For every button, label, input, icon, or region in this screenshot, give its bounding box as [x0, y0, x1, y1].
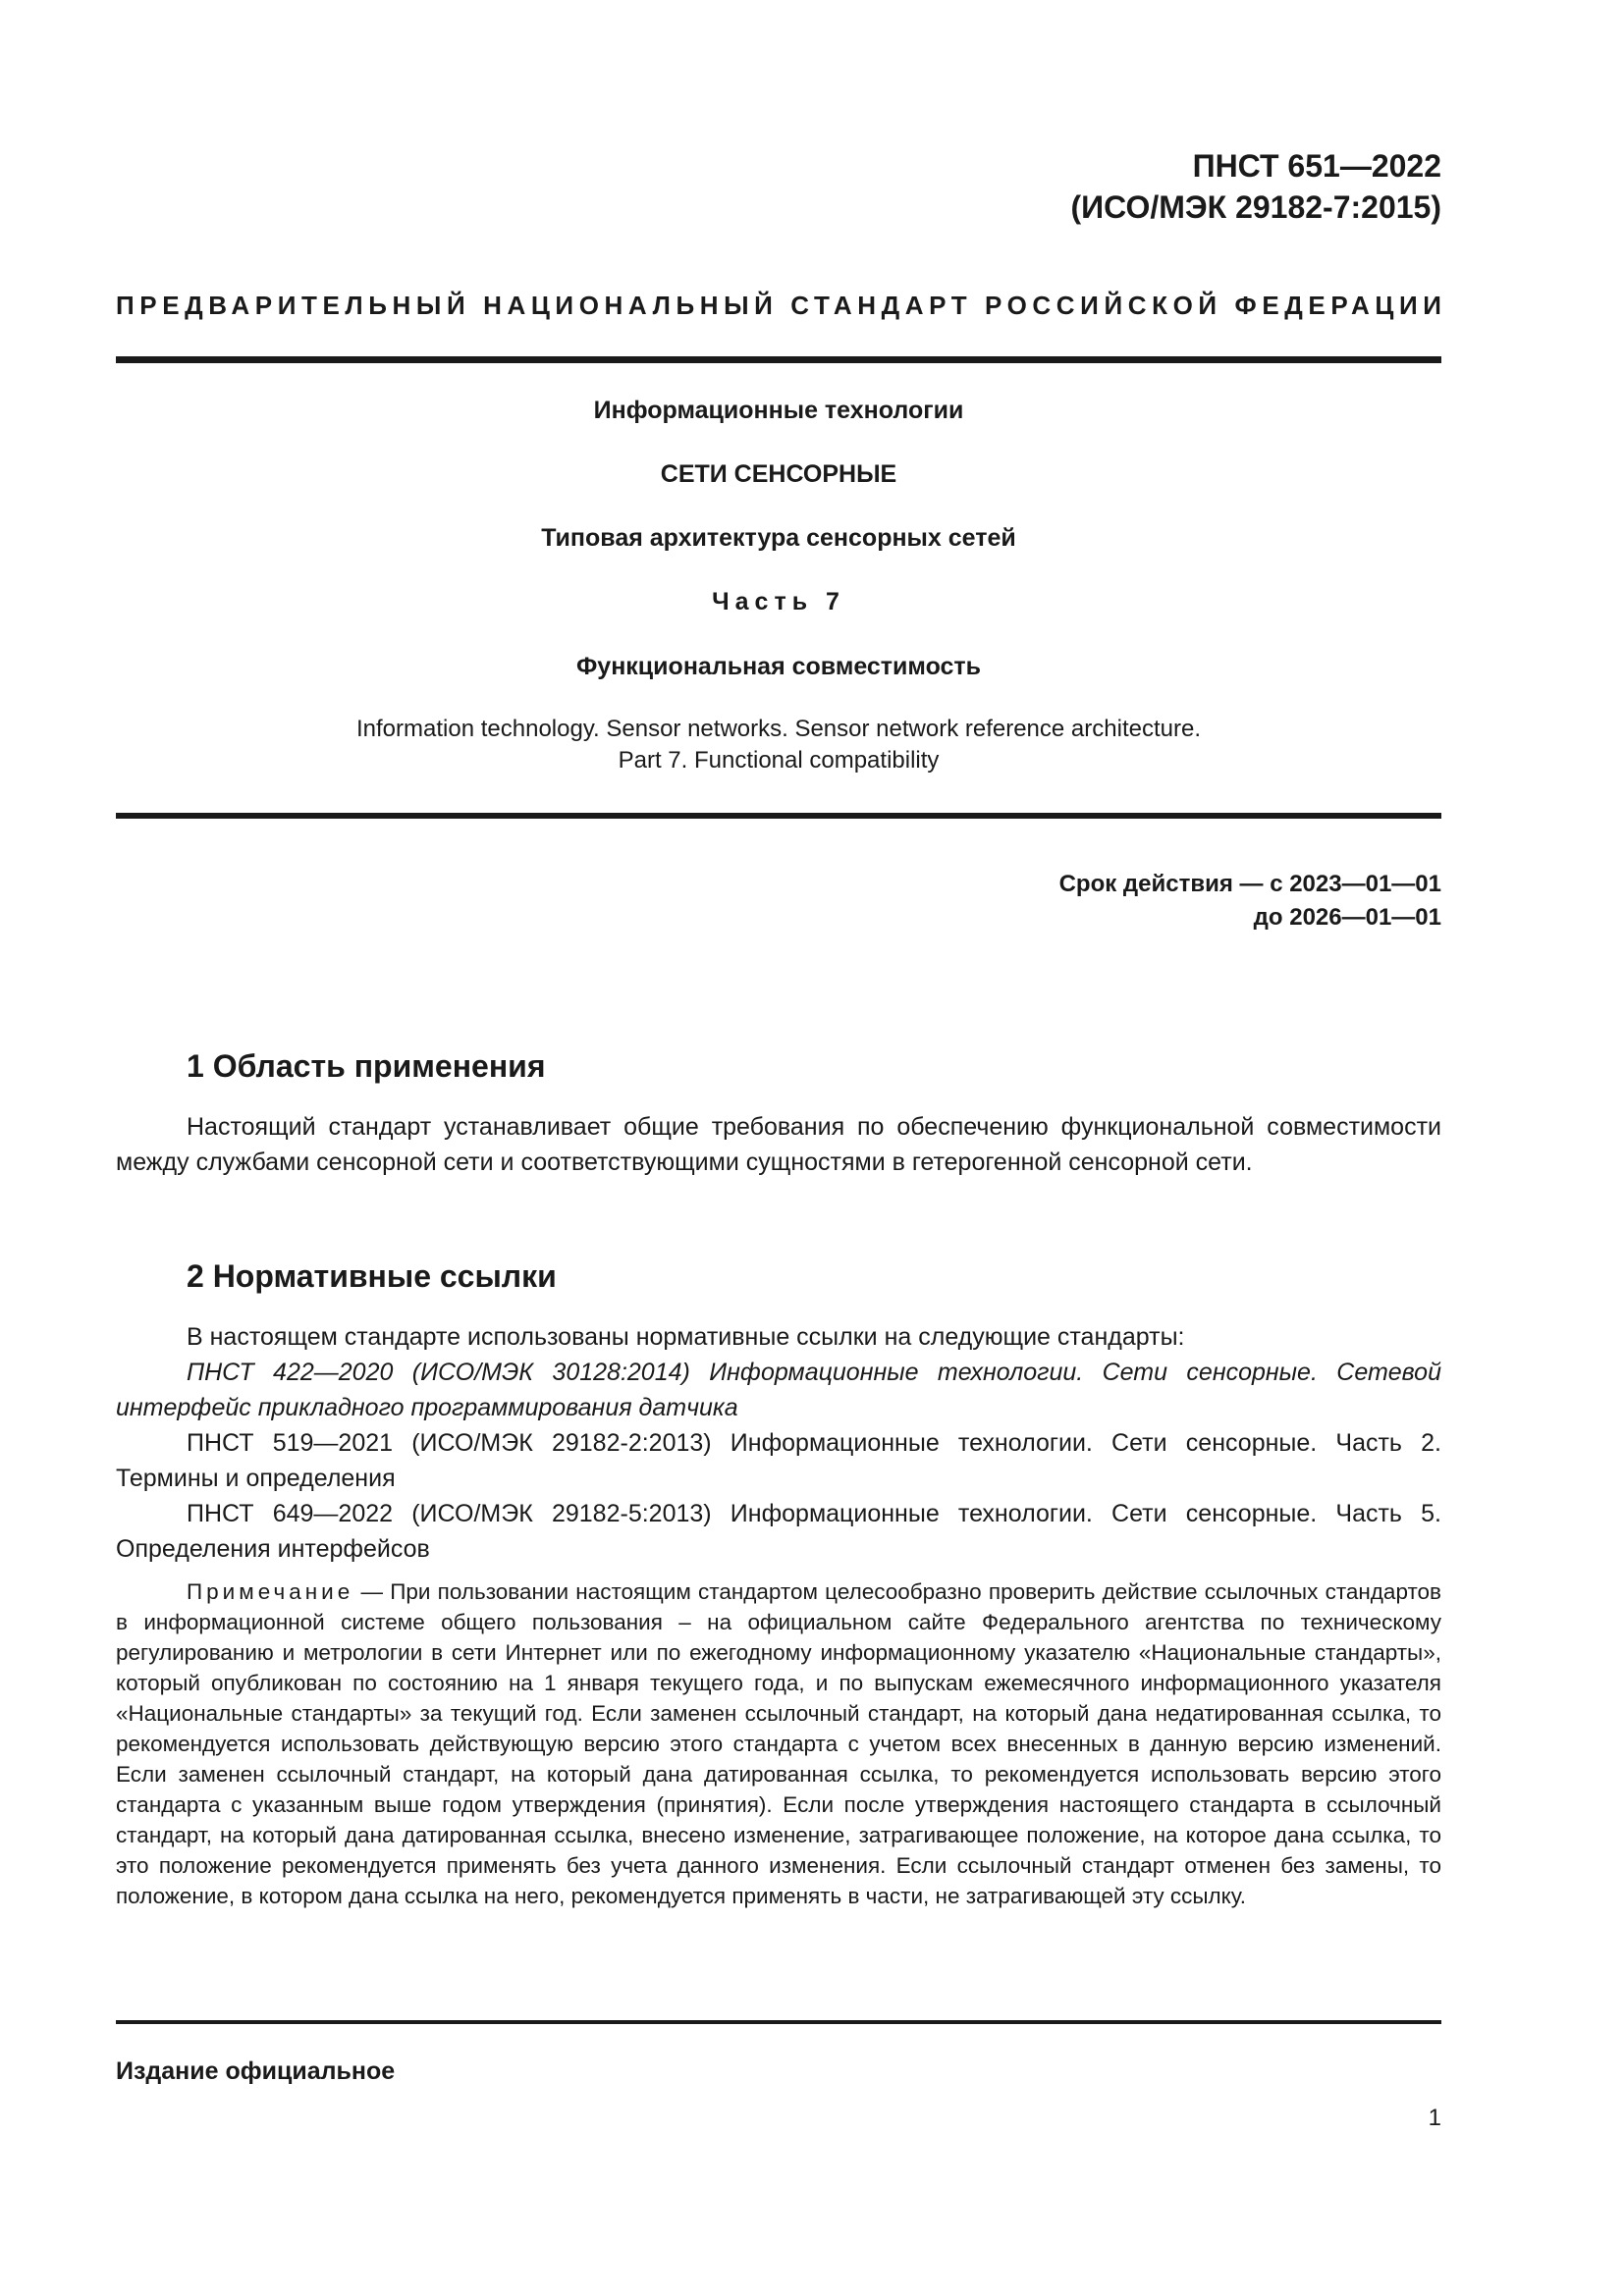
validity-period: [1059, 868, 1441, 934]
section2-heading: 2 Нормативные ссылки: [187, 1258, 557, 1294]
reference-3: ПНСТ 649—2022 (ИСО/МЭК 29182-5:2013) Информационные технологии. Сети сенсорные. Часть 5. Определения интерфейсов: [116, 1500, 1441, 1563]
title-line1: Информационные технологии: [593, 397, 964, 424]
reference-2: ПНСТ 519—2021 (ИСО/МЭК 29182-2:2013) Информационные технологии. Сети сенсорные. Часть 2. Термины и определения: [116, 1429, 1441, 1492]
note-label: Примечание: [187, 1579, 354, 1604]
section1-text: Настоящий стандарт устанавливает общие требования по обеспечению функциональной совместимости между службами сенсорной сети и соответствующими сущностями в гетерогенной сенсорной сети.: [116, 1113, 1441, 1176]
footer-divider: [116, 2020, 1441, 2024]
title-line5: Функциональная совместимость: [575, 653, 982, 680]
title-line2: СЕТИ СЕНСОРНЫЕ: [660, 460, 897, 488]
official-edition: Издание официальное: [116, 2057, 396, 2085]
reference-1: ПНСТ 422—2020 (ИСО/МЭК 30128:2014) Информационные технологии. Сети сенсорные. Сетевой интерфейс прикладного программирования датчика: [116, 1359, 1441, 1421]
title-divider: [116, 813, 1441, 819]
standard-code: [1070, 145, 1441, 228]
page-number: 1: [1428, 2105, 1441, 2131]
english-title-line1: Information technology. Sensor networks. Sensor network reference architecture.: [356, 716, 1201, 742]
title-line3: Типовая архитектура сенсорных сетей: [541, 524, 1016, 552]
standard-code-line1: ПНСТ 651—2022: [1192, 148, 1441, 184]
section1-heading: 1 Область применения: [187, 1048, 546, 1084]
preliminary-standard-title: ПРЕДВАРИТЕЛЬНЫЙ НАЦИОНАЛЬНЫЙ СТАНДАРТ РОССИЙСКОЙ ФЕДЕРАЦИИ: [116, 291, 1447, 320]
validity-line2: до 2026—01—01: [1253, 904, 1441, 931]
standard-code-line2: (ИСО/МЭК 29182-7:2015): [1070, 189, 1441, 225]
english-title-line2: Part 7. Functional compatibility: [618, 747, 940, 774]
title-part: Часть 7: [712, 588, 845, 615]
section2-intro: В настоящем стандарте использованы нормативные ссылки на следующие стандарты:: [187, 1323, 1185, 1351]
note: [116, 1576, 1441, 1911]
english-title: [116, 714, 1441, 776]
note-text: — При пользовании настоящим стандартом целесообразно проверить действие ссылочных стандартов в информационной системе общего пользования – на официальном сайте Федерального агентства по техническому регулированию и метрологии в сети Интернет или по ежегодному информационному указателю «Национальные стандарты», который опубликован по состоянию на 1 января текущего года, и по выпускам ежемесячного информационного указателя «Национальные стандарты» за текущий год. Если заменен ссылочный стандарт, на который дана недатированная ссылка, то рекомендуется использовать действующую версию этого стандарта с учетом всех внесенных в данную версию изменений. Если заменен ссылочный стандарт, на который дана датированная ссылка, то рекомендуется использовать версию этого стандарта с указанным выше годом утверждения (принятия). Если после утверждения настоящего стандарта в ссылочный стандарт, на который дана датированная ссылка, внесено изменение, затрагивающее положение, на которое дана ссылка, то это положение рекомендуется применять без учета данного изменения. Если ссылочный стандарт отменен без замены, то положение, в котором дана ссылка на него, рекомендуется применять в части, не затрагивающей эту ссылку.: [116, 1579, 1441, 1908]
top-divider: [116, 356, 1441, 363]
validity-line1: Срок действия — с 2023—01—01: [1058, 871, 1441, 897]
